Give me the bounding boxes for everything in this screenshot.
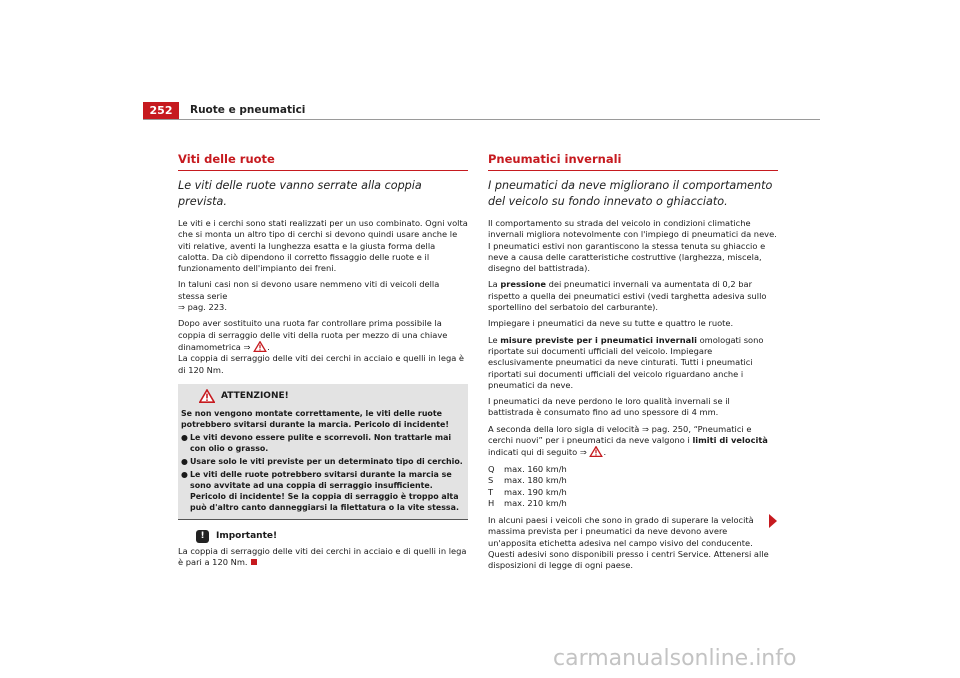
speed-row: Q max. 160 km/h (488, 463, 567, 474)
section-title-viti: Viti delle ruote (178, 152, 468, 171)
warning-bullet: ● Usare solo le viti previste per un determinato tipo di cerchio. (181, 456, 463, 466)
paragraph: In taluni casi non si devono usare nemmeno viti di veicoli della stessa serie ⇒ pag. 223. (178, 279, 440, 313)
header-rule (143, 119, 820, 120)
warning-title: ATTENZIONE! (221, 390, 289, 401)
paragraph: Dopo aver sostituito una ruota far controllare prima possibile la coppia di serraggio delle viti della ruota per mezzo di una chiave dinamometrica ⇒ . La coppia di serraggio delle viti dei cerchi in acciaio e quelli in lega è di 120 Nm. (178, 318, 465, 375)
running-title: Ruote e pneumatici (190, 104, 306, 116)
warning-bullet: ● Le viti delle ruote potrebbero svitarsi durante la marcia se sono avvitate ad una coppia di serraggio insufficiente. Pericolo di incidente! Se la coppia di serraggio è troppo alta può d'altro canto danneggiarsi la filettatura o la vite stessa. (181, 469, 459, 512)
important-header (178, 530, 468, 543)
speed-row: T max. 190 km/h (488, 486, 567, 497)
left-column (178, 152, 468, 573)
speed-row: S max. 180 km/h (488, 475, 567, 486)
paragraph: In alcuni paesi i veicoli che sono in grado di superare la velocità massima prevista per i pneumatici da neve devono avere un'apposita etichetta adesiva nel campo visivo del conducente. Questi adesivi sono disponibili presso i centri Service. Attenersi alle disposizioni di legge di ogni paese. (488, 515, 769, 571)
paragraph: I pneumatici da neve perdono le loro qualità invernali se il battistrada è consumato fino ad uno spessore di 4 mm. (488, 396, 730, 418)
section-subtitle-pneumatici: I pneumatici da neve migliorano il comportamento del veicolo su fondo innevato o ghiacciato. (488, 179, 773, 208)
paragraph: A seconda della loro sigla di velocità ⇒ pag. 250, “Pneumatici e cerchi nuovi” per i pneumatici da neve valgono i limiti di velocità indicati qui di seguito ⇒ . (488, 423, 768, 458)
paragraph: La pressione dei pneumatici invernali va aumentata di 0,2 bar rispetto a quella dei pneumatici estivi (vedi targhetta adesiva sullo sportellino del serbatoio del carburante). (488, 279, 767, 313)
right-column (488, 152, 778, 577)
important-text: La coppia di serraggio delle viti dei cerchi in acciaio e di quelli in lega è pari a 120 Nm. (178, 545, 467, 568)
speed-list (488, 464, 778, 510)
section-end-marker (251, 559, 257, 565)
warning-box (178, 384, 468, 520)
speed-row: H max. 210 km/h (488, 498, 567, 509)
warning-triangle-icon (199, 389, 215, 403)
warning-header (181, 389, 464, 403)
next-page-arrow-icon[interactable] (769, 514, 777, 528)
watermark: carmanualsonline.info (553, 646, 797, 671)
paragraph: Le misure previste per i pneumatici invernali omologati sono riportate sui documenti ufficiali del veicolo. Impiegare esclusivamente pneumatici da neve cinturati. Tutti i pneumatici riportati sui documenti ufficiali del veicolo riguardano anche i pneumatici da neve. (488, 334, 764, 390)
important-icon: ! (196, 530, 209, 543)
warning-intro: Se non vengono montate correttamente, le viti delle ruote potrebbero svitarsi durante la marcia. Pericolo di incidente! (181, 408, 449, 429)
paragraph: Le viti e i cerchi sono stati realizzati per un uso combinato. Ogni volta che si monta un altro tipo di cerchi si devono quindi usare anche le viti relative, aventi la lunghezza esatta e la giusta forma della calotta. Da ciò dipendono il corretto fissaggio delle ruote e il funzionamento dell'impianto dei freni. (178, 218, 468, 274)
section-title-pneumatici: Pneumatici invernali (488, 152, 778, 171)
page-reference-link[interactable]: ⇒ pag. 223. (178, 302, 227, 313)
warning-bullet: ● Le viti devono essere pulite e scorrevoli. Non trattarle mai con olio o grasso. (181, 432, 452, 453)
paragraph: Il comportamento su strada del veicolo in condizioni climatiche invernali migliora notevolmente con l'impiego di pneumatici da neve. I pneumatici estivi non garantiscono la stessa tenuta su ghiaccio e neve a causa delle caratteristiche costruttive (larghezza, miscela, disegno del battistrada). (488, 218, 777, 274)
important-title: Importante! (216, 531, 278, 542)
warning-triangle-icon (253, 341, 267, 352)
warning-triangle-icon (589, 446, 603, 457)
paragraph: Impiegare i pneumatici da neve su tutte e quattro le ruote. (488, 318, 734, 329)
page-number: 252 (143, 102, 179, 120)
section-subtitle-viti: Le viti delle ruote vanno serrate alla coppia prevista. (178, 179, 422, 208)
